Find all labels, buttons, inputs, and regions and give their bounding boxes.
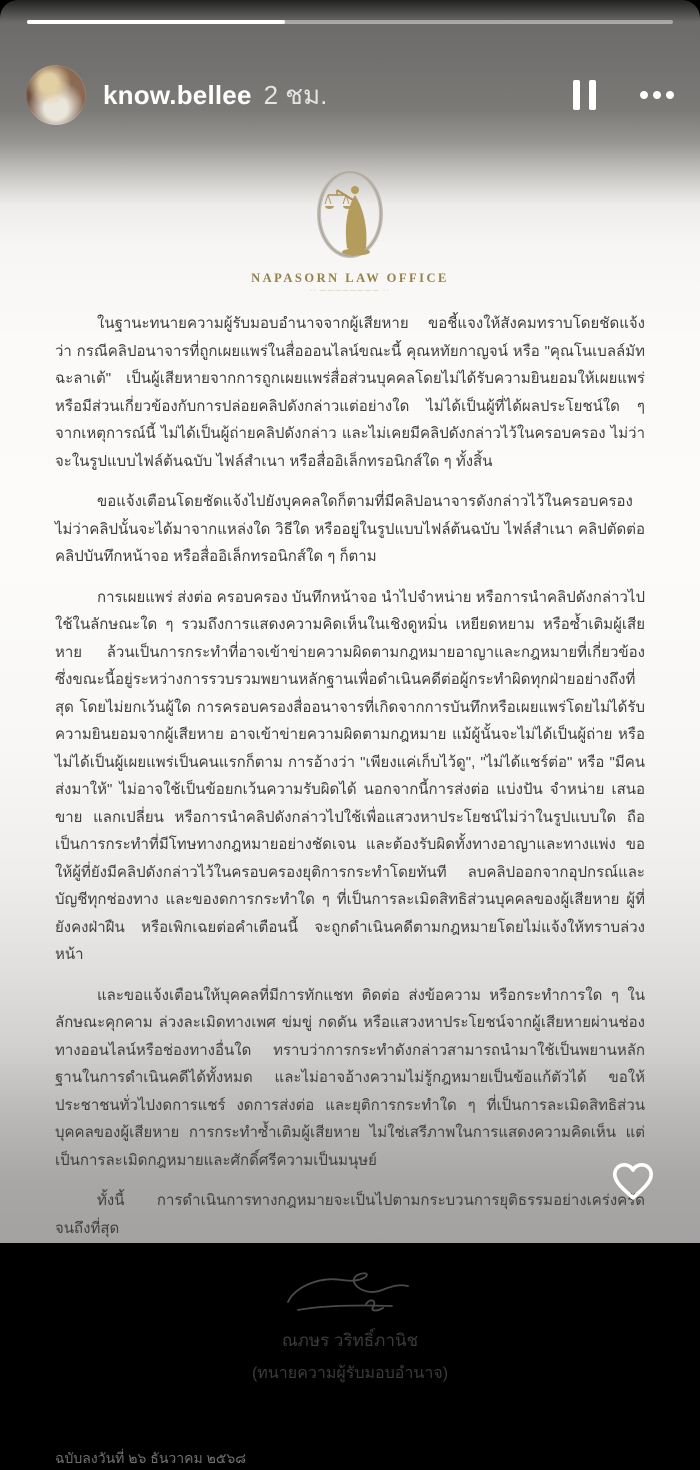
story-timestamp: 2 ชม. bbox=[263, 79, 328, 110]
story-progress-bar[interactable] bbox=[27, 20, 673, 24]
signer-title: (ทนายความผู้รับมอบอำนาจ) bbox=[251, 1365, 449, 1382]
paragraph-4: และขอแจ้งเตือนให้บุคคลที่มีการทักแชท ติดต่อ ส่งข้อความ หรือกระทำการใด ๆ ในลักษณะคุกคาม ล่วงละเมิดทางเพศ ข่มขู่ กดดัน หรือแสวงหาประโยชน์จากผู้เสียหายผ่านช่องทางออนไลน์หรือช่องทางอื่นใด ทราบว่าการกระทำดังกล่าวสามารถนำมาใช้เป็นพยานหลักฐานในการดำเนินคดีได้ทั้งหมด และไม่อาจอ้างความไม่รู้กฎหมายเป็นข้อแก้ตัวได้ ขอให้ประชาชนทั่วไปงดการแชร์ งดการส่งต่อ และยุติการกระทำใด ๆ ที่เป็นการละเมิดสิทธิส่วนบุคคลของผู้เสียหาย การกระทำซ้ำเติมผู้เสียหาย ไม่ใช่เสรีภาพในการแสดงความคิดเห็น แต่เป็นการละเมิดกฎหมายและศักดิ์ศรีความเป็นมนุษย์ bbox=[55, 986, 645, 1169]
paragraph-2: ขอแจ้งเตือนโดยชัดแจ้งไปยังบุคคลใดก็ตามที่มีคลิปอนาจารดังกล่าวไว้ในครอบครอง ไม่ว่าคลิปนั้นจะได้มาจากแหล่งใด วิธีใด หรืออยู่ในรูปแบบไฟล์ต้นฉบับ ไฟล์สำเนา คลิปตัดต่อ คลิปบันทึกหน้าจอ หรือสื่ออิเล็กทรอนิกส์ใด ๆ ก็ตาม bbox=[55, 493, 645, 565]
handwritten-signature bbox=[270, 1264, 430, 1320]
signature-block bbox=[55, 1264, 645, 1386]
like-button[interactable] bbox=[606, 1156, 660, 1211]
story-header bbox=[26, 62, 678, 128]
heart-icon bbox=[610, 1160, 656, 1202]
pause-icon bbox=[589, 80, 596, 110]
document-date: ฉบับลงวันที่ ๒๖ ธันวาคม ๒๕๖๘ bbox=[55, 1450, 247, 1466]
ellipsis-icon bbox=[653, 91, 661, 99]
paragraph-5: ทั้งนี้ การดำเนินการทางกฎหมายจะเป็นไปตามกระบวนการยุติธรรมอย่างเคร่งครัดจนถึงที่สุด bbox=[55, 1192, 645, 1237]
logo-tagline: ·· ———————— ·· bbox=[310, 288, 390, 294]
statement-body bbox=[55, 310, 645, 1242]
lady-justice-logo-icon bbox=[295, 168, 405, 264]
paragraph-1: ในฐานะทนายความผู้รับมอบอำนาจจากผู้เสียหาย ขอชี้แจงให้สังคมทราบโดยชัดแจ้งว่า กรณีคลิปอนาจารที่ถูกเผยแพร่ในสื่อออนไลน์ขณะนี้ คุณหทัยกาญจน์ หรือ "คุณโนเบลล์มัทฉะลาเต้" เป็นผู้เสียหายจากการถูกเผยแพร่สื่อส่วนบุคคลโดยไม่ได้รับความยินยอมให้เผยแพร่ หรือมีส่วนเกี่ยวข้องกับการปล่อยคลิปดังกล่าวแต่อย่างใด ไม่ได้เป็นผู้ที่ได้ผลประโยชน์ใด ๆ จากเหตุการณ์นี้ ไม่ได้เป็นผู้ถ่ายคลิปดังกล่าว และไม่เคยมีคลิปดังกล่าวไว้ในครอบครอง ไม่ว่าจะในรูปแบบไฟล์ต้นฉบับ ไฟล์สำเนา หรือสื่ออิเล็กทรอนิกส์ใด ๆ ทั้งสิ้น bbox=[55, 315, 645, 470]
ellipsis-icon bbox=[640, 91, 648, 99]
username[interactable]: know.bellee bbox=[103, 79, 252, 110]
paragraph-3: การเผยแพร่ ส่งต่อ ครอบครอง บันทึกหน้าจอ นำไปจำหน่าย หรือการนำคลิปดังกล่าวไปใช้ในลักษณะใด ๆ รวมถึงการแสดงความคิดเห็นในเชิงดูหมิ่น เหยียดหยาม หรือซ้ำเติมผู้เสียหาย ล้วนเป็นการกระทำที่อาจเข้าข่ายความผิดตามกฎหมายอาญาและกฎหมายที่เกี่ยวข้อง ซึ่งขณะนี้อยู่ระหว่างการรวบรวมพยานหลักฐานเพื่อดำเนินคดีต่อผู้กระทำผิดทุกฝ่ายอย่างถึงที่สุด โดยไม่ยกเว้นผู้ใด การครอบครองสื่ออนาจารที่เกิดจากการบันทึกหรือเผยแพร่โดยไม่ได้รับความยินยอมจากผู้เสียหาย อาจเข้าข่ายความผิดตามกฎหมาย แม้ผู้นั้นจะไม่ได้เป็นผู้ถ่าย หรือไม่ได้เป็นผู้เผยแพร่เป็นคนแรกก็ตาม การอ้างว่า "เพียงแค่เก็บไว้ดู", "ไม่ได้แชร์ต่อ" หรือ "มีคนส่งมาให้" ไม่อาจใช้เป็นข้อยกเว้นความรับผิดได้ นอกจากนี้การส่งต่อ แบ่งปัน จำหน่าย เสนอขาย แลกเปลี่ยน หรือการนำคลิปดังกล่าวไปใช้เพื่อแสวงหาประโยชน์ไม่ว่าในรูปแบบใด ถือเป็นการกระทำที่มีโทษทางกฎหมายอย่างชัดเจน และต้องรับผิดทั้งทางอาญาและทางแพ่ง ขอให้ผู้ที่ยังมีคลิปดังกล่าวไว้ในครอบครองยุติการกระทำโดยทันที ลบคลิปออกจากอุปกรณ์และบัญชีทุกช่องทาง และของดการกระทำใด ๆ ที่เป็นการละเมิดสิทธิส่วนบุคคลของผู้เสียหาย ผู้ที่ยังคงฝ่าฝืน หรือเพิกเฉยต่อคำเตือนนี้ จะถูกดำเนินคดีตามกฎหมายโดยไม่แจ้งให้ทราบล่วงหน้า bbox=[55, 588, 645, 963]
more-options-button[interactable] bbox=[636, 81, 678, 109]
story-progress-fill bbox=[27, 20, 285, 24]
pause-button[interactable] bbox=[567, 74, 602, 116]
law-office-name: NAPASORN LAW OFFICE bbox=[251, 271, 449, 285]
legal-document bbox=[0, 168, 700, 1470]
pause-icon bbox=[573, 80, 580, 110]
law-office-logo bbox=[55, 168, 645, 294]
avatar[interactable] bbox=[26, 65, 86, 125]
signer-name: ณภษร วริทธิ์ภานิช bbox=[281, 1331, 419, 1350]
ellipsis-icon bbox=[666, 91, 674, 99]
